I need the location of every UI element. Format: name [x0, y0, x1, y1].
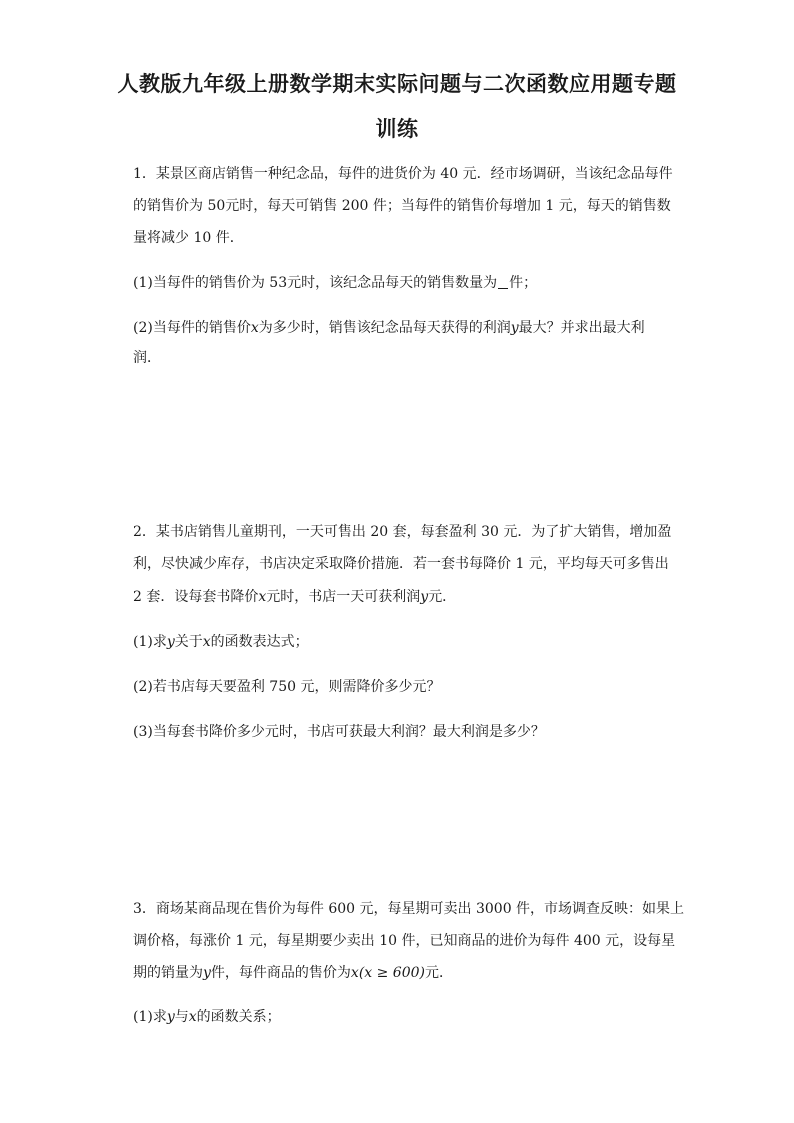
q2-text-line3 — [133, 586, 456, 606]
q1-part2-text-a: (2)当每件的销售价 — [133, 320, 251, 336]
q2-text-line2: 利，尽快减少库存，书店决定采取降价措施．若一套书每降价 1 元，平均每天可多售出 — [133, 556, 669, 572]
q3-var-y: y — [203, 965, 211, 981]
q3-part1-var-x: x — [188, 1009, 197, 1025]
q1-part1-text-after: 件； — [509, 275, 538, 291]
q2-part1 — [133, 631, 309, 651]
q1-part1 — [133, 272, 537, 292]
q3-part1-text-a: (1)求 — [133, 1009, 167, 1025]
q3-text-line3-a: 期的销量为 — [133, 965, 203, 981]
q3-text-line2: 调价格，每涨价 1 元，每星期要少卖出 10 件，已知商品的进价为每件 400 元，设每星 — [133, 933, 676, 949]
document-title-line2: 训练 — [375, 117, 419, 141]
q3-text-line1: 3．商场某商品现在售价为每件 600 元，每星期可卖出 3000 件，市场调查反映：如果上 — [133, 901, 685, 917]
q2-part1-text-b: 关于 — [174, 634, 203, 650]
q2-text-line1: 2．某书店销售儿童期刊，一天可售出 20 套，每套盈利 30 元．为了扩大销售，增加盈 — [133, 524, 672, 540]
q2-var-x: x — [258, 589, 267, 605]
q1-part2-line1 — [133, 317, 645, 337]
q1-text-line3: 量将减少 10 件． — [133, 230, 244, 246]
q2-part1-text-c: 的函数表达式； — [210, 634, 309, 650]
q2-part1-var-x: x — [202, 634, 211, 650]
q3-text-line3-c: 元． — [425, 965, 453, 981]
q1-var-y: y — [510, 320, 519, 336]
q1-answer-blank — [498, 276, 508, 289]
q1-var-x: x — [250, 320, 259, 336]
q1-part2-line2: 润． — [133, 350, 161, 366]
q2-text-line3-b: 元时，书店一天可获利润 — [266, 589, 421, 605]
q1-text-line1: 1．某景区商店销售一种纪念品，每件的进货价为 40 元．经市场调研，当该纪念品每件 — [133, 166, 673, 182]
q2-text-line3-c: 元． — [428, 589, 457, 605]
document-title-line1: 人教版九年级上册数学期末实际问题与二次函数应用题专题 — [117, 72, 677, 96]
q2-part2: (2)若书店每天要盈利 750 元，则需降价多少元？ — [133, 679, 441, 695]
q2-text-line3-a: 2 套．设每套书降价 — [133, 589, 259, 605]
q2-part3: (3)当每套书降价多少元时，书店可获最大利润？最大利润是多少？ — [133, 724, 545, 740]
q1-part2-text-b: 为多少时，销售该纪念品每天获得的利润 — [258, 320, 511, 336]
q3-text-line3-b: 件，每件商品的售价为 — [210, 965, 351, 981]
q3-part1 — [133, 1006, 281, 1026]
q3-price-condition: x(x ≥ 600) — [350, 965, 425, 981]
q1-part2-text-c: 最大？并求出最大利 — [518, 320, 645, 336]
q2-part1-text-a: (1)求 — [133, 634, 167, 650]
q3-part1-text-b: 与 — [174, 1009, 189, 1025]
q1-text-line2: 的销售价为 50元时，每天可销售 200 件；当每件的销售价每增加 1 元，每天的销售数 — [133, 198, 671, 214]
q2-var-y: y — [420, 589, 429, 605]
q3-text-line3 — [133, 962, 453, 982]
q1-part1-text-before: (1)当每件的销售价为 53元时，该纪念品每天的销售数量为 — [133, 275, 498, 291]
q2-part1-var-y: y — [166, 634, 175, 650]
q3-part1-text-c: 的函数关系； — [196, 1009, 281, 1025]
q3-part1-var-y: y — [166, 1009, 175, 1025]
